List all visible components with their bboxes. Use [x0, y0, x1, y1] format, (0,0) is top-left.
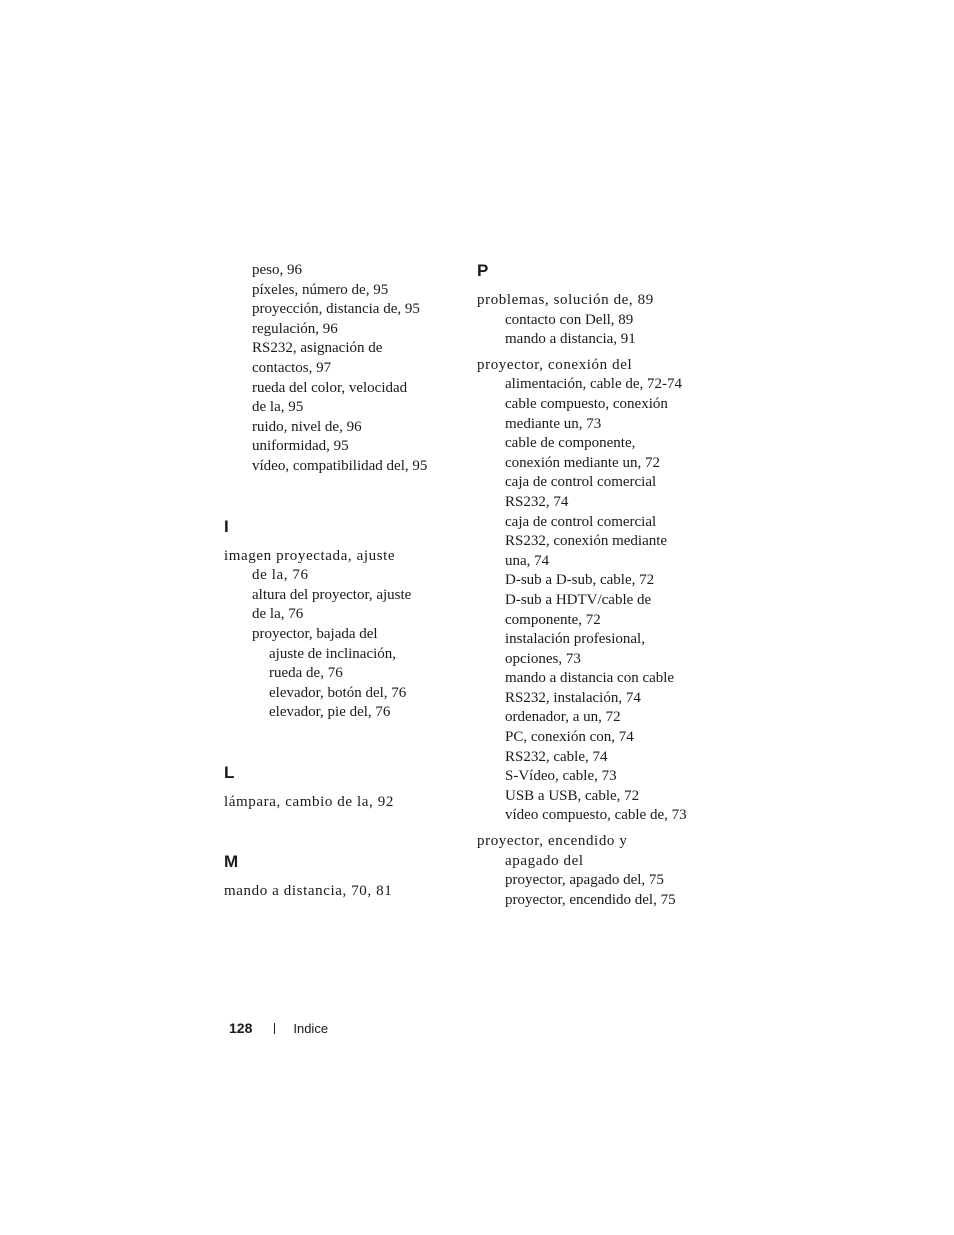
- footer-section-title: Indice: [293, 1021, 329, 1036]
- index-subentry: vídeo compuesto, cable de, 73: [505, 807, 687, 824]
- index-subentry: mando a distancia, 91: [505, 331, 636, 348]
- index-entry: mando a distancia, 70, 81: [224, 883, 393, 900]
- index-subentry: ruido, nivel de, 96: [252, 418, 362, 435]
- index-subentry: alimentación, cable de, 72-74: [505, 376, 683, 393]
- section-gap: [224, 812, 454, 844]
- index-subentry: altura del proyector, ajuste de la, 76: [252, 586, 412, 623]
- index-subentry: peso, 96: [252, 262, 302, 278]
- page-number: 128: [229, 1020, 253, 1036]
- index-subentry: USB a USB, cable, 72: [505, 787, 640, 804]
- index-subentry: PC, conexión con, 74: [505, 729, 634, 746]
- index-subentry: proyección, distancia de, 95: [252, 301, 420, 318]
- index-subentry: cable compuesto, conexión mediante un, 73: [505, 395, 668, 432]
- index-subentry: proyector, apagado del, 75: [505, 872, 664, 889]
- index-entry: proyector, encendido y apagado del: [477, 833, 628, 869]
- index-subentry: D-sub a D-sub, cable, 72: [505, 572, 655, 589]
- index-subsubentry: elevador, botón del, 76: [269, 684, 407, 701]
- index-subentry: caja de control comercial RS232, 74: [505, 474, 657, 510]
- index-subentry: vídeo, compatibilidad del, 95: [252, 457, 428, 474]
- index-entry: proyector, conexión del: [477, 356, 633, 373]
- index-subentry: regulación, 96: [252, 320, 338, 337]
- footer-separator: [274, 1023, 275, 1034]
- index-entry: lámpara, cambio de la, 92: [224, 793, 394, 810]
- page-footer: [229, 1020, 328, 1036]
- section-gap: [224, 723, 454, 755]
- section-letter: P: [477, 261, 489, 280]
- index-subentry: píxeles, número de, 95: [252, 281, 389, 298]
- index-subentry: proyector, bajada del: [252, 625, 378, 642]
- index-subentry: RS232, cable, 74: [505, 748, 608, 765]
- index-subentry: uniformidad, 95: [252, 438, 349, 455]
- index-subentry: S-Vídeo, cable, 73: [505, 768, 617, 785]
- index-entry: problemas, solución de, 89: [477, 292, 654, 308]
- index-entry: imagen proyectada, ajuste de la, 76: [224, 547, 396, 584]
- index-column-right: [477, 261, 717, 910]
- index-subentry: rueda del color, velocidad de la, 95: [252, 379, 408, 416]
- index-subentry: D-sub a HDTV/cable de componente, 72: [505, 591, 652, 628]
- index-subentry: RS232, asignación de contactos, 97: [252, 340, 383, 376]
- section-letter: I: [224, 516, 229, 536]
- section-gap: [224, 477, 454, 509]
- index-subsubentry: ajuste de inclinación, rueda de, 76: [269, 645, 397, 682]
- index-column-left: [224, 261, 454, 902]
- section-letter: M: [224, 852, 239, 872]
- section-letter: L: [224, 762, 235, 782]
- index-subsubentry: elevador, pie del, 76: [269, 704, 391, 721]
- index-subentry: ordenador, a un, 72: [505, 709, 621, 726]
- index-subentry: proyector, encendido del, 75: [505, 891, 676, 908]
- index-subentry: instalación profesional, opciones, 73: [505, 631, 645, 667]
- index-subentry: mando a distancia con cable RS232, instalación, 74: [505, 670, 675, 706]
- index-subentry: caja de control comercial RS232, conexión mediante una, 74: [505, 513, 668, 569]
- index-subentry: contacto con Dell, 89: [505, 311, 634, 328]
- index-subentry: cable de componente, conexión mediante un, 72: [505, 435, 660, 471]
